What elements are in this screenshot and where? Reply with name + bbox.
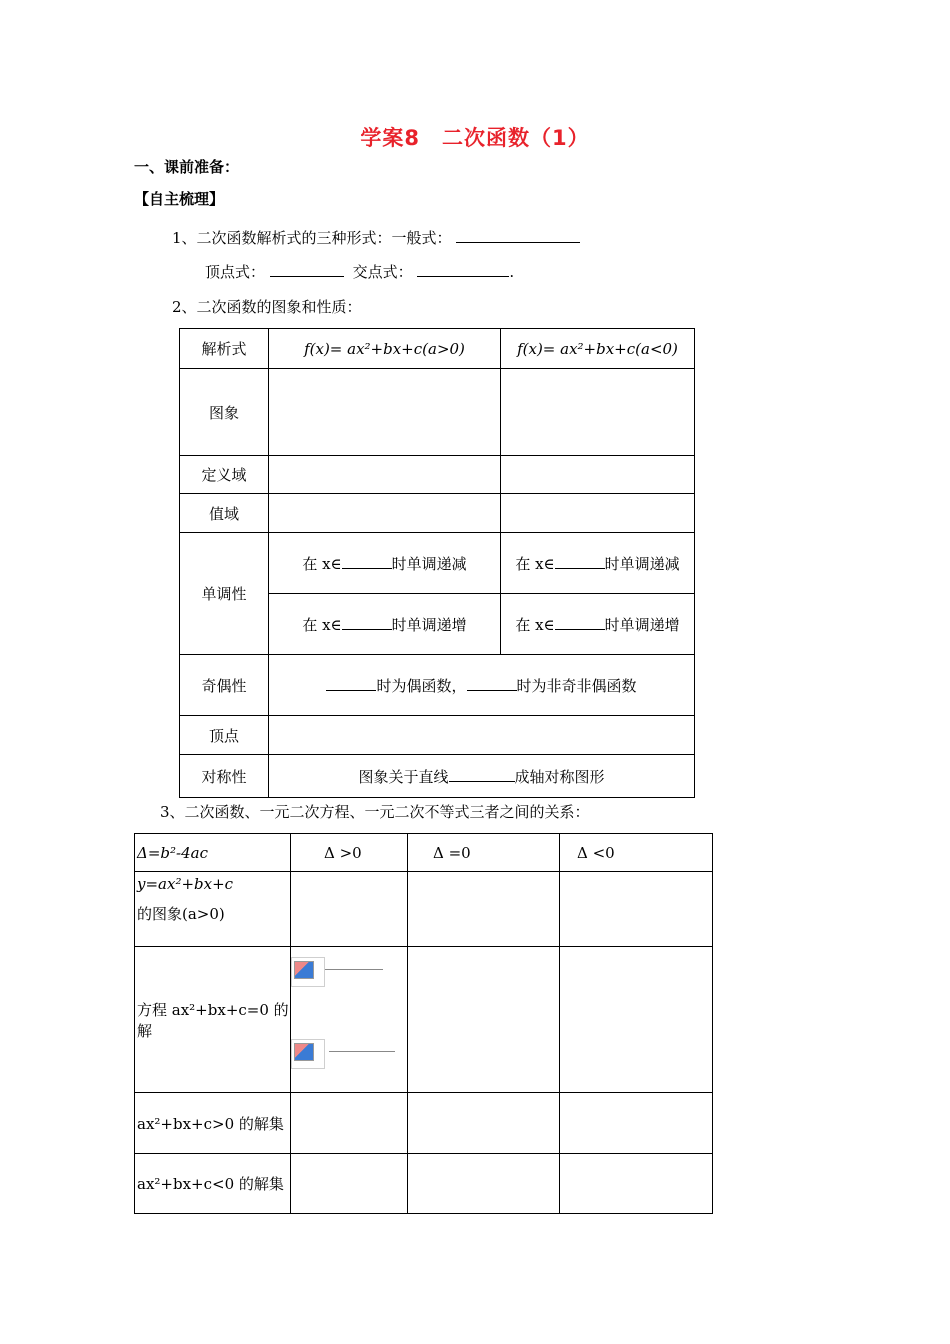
header-delta-gt: Δ >0 [291,834,408,872]
question-1-line2 [205,261,514,282]
header-a-positive [269,329,501,369]
answer-line [329,1051,395,1052]
row-label-graph2 [135,872,291,947]
cell-domain-neg[interactable] [501,456,695,494]
properties-table [179,328,695,798]
row-label-equation [135,947,291,1093]
header-delta-eq: Δ =0 [408,834,560,872]
graph-condition: 的图象(a>0) [137,905,225,923]
blank-vertex-form[interactable] [270,262,344,277]
blank-dec-interval-pos[interactable] [342,556,392,569]
ineq-lt-text: ax²+bx+c<0 的解集 [137,1175,284,1193]
cell-equation-eq[interactable] [408,947,560,1093]
question-2: 2、二次函数的图象和性质： [172,298,362,316]
mono-prefix: 在 x∈ [302,554,342,573]
equation-text: 方程 ax²+bx+c=0 的解 [137,1000,289,1040]
blank-intercept-form[interactable] [417,262,509,277]
cell-ineq-lt-2[interactable] [408,1154,560,1214]
answer-line [325,969,383,970]
row-label-symmetry: 对称性 [180,755,269,798]
cell-range-pos[interactable] [269,494,501,533]
mono-dec-text: 时单调递减 [604,554,680,573]
cell-domain-pos[interactable] [269,456,501,494]
cell-graph-gt[interactable] [291,872,408,947]
header-analytic: 解析式 [180,329,269,369]
symmetry-text-a: 图象关于直线 [358,767,449,786]
parity-neither-text: 时为非奇非偶函数 [516,676,637,695]
relations-table [134,833,713,1214]
mono-prefix: 在 x∈ [515,554,555,573]
mono-inc-text: 时单调递增 [391,615,467,634]
row-label-ineq-gt [135,1093,291,1154]
row-label-monotonic: 单调性 [180,533,269,655]
cell-ineq-gt-1[interactable] [291,1093,408,1154]
q1-period: . [509,263,515,281]
q1-intercept-label: 交点式： [352,263,413,281]
mono-prefix: 在 x∈ [515,615,555,634]
blank-general-form[interactable] [456,228,580,243]
cell-ineq-gt-2[interactable] [408,1093,560,1154]
header-a-negative [501,329,695,369]
ineq-gt-text: ax²+bx+c>0 的解集 [137,1114,284,1133]
section-heading-review: 【自主梳理】 [134,190,225,208]
cell-mono-inc-neg [501,594,695,655]
cell-equation-lt[interactable] [560,947,713,1093]
cell-graph-pos[interactable] [269,369,501,456]
blank-inc-interval-neg[interactable] [555,617,605,630]
cell-graph-lt[interactable] [560,872,713,947]
cell-equation-gt[interactable] [291,947,408,1093]
header-discriminant [135,834,291,872]
row-label-graph: 图象 [180,369,269,456]
mono-inc-text: 时单调递增 [604,615,680,634]
cell-ineq-lt-1[interactable] [291,1154,408,1214]
question-1 [172,227,580,248]
section-heading-prep: 一、课前准备： [134,158,240,176]
cell-graph-neg[interactable] [501,369,695,456]
header-delta-lt: Δ <0 [560,834,713,872]
cell-symmetry [269,755,695,798]
cell-ineq-gt-3[interactable] [560,1093,713,1154]
row-label-range: 值域 [180,494,269,533]
row-label-domain: 定义域 [180,456,269,494]
blank-dec-interval-neg[interactable] [555,556,605,569]
image-placeholder-icon [291,1039,325,1069]
image-placeholder-icon [291,957,325,987]
cell-parity [269,655,695,716]
page-title: 学案8 二次函数（1） [360,126,590,150]
parity-even-text: 时为偶函数， [376,676,467,695]
cell-mono-dec-neg [501,533,695,594]
row-label-vertex: 顶点 [180,716,269,755]
symmetry-text-b: 成轴对称图形 [514,767,605,786]
cell-mono-dec-pos [269,533,501,594]
cell-vertex[interactable] [269,716,695,755]
mono-dec-text: 时单调递减 [391,554,467,573]
row-label-ineq-lt [135,1154,291,1214]
row-label-parity: 奇偶性 [180,655,269,716]
function-formula: y=ax²+bx+c [137,875,234,893]
cell-range-neg[interactable] [501,494,695,533]
blank-axis-line[interactable] [449,769,515,782]
mono-prefix: 在 x∈ [302,615,342,634]
cell-mono-inc-pos [269,594,501,655]
cell-ineq-lt-3[interactable] [560,1154,713,1214]
blank-inc-interval-pos[interactable] [342,617,392,630]
formula-a-pos: f(x)= ax²+bx+c(a>0) [304,339,465,358]
discriminant-formula: Δ=b²-4ac [137,843,208,862]
blank-even-condition[interactable] [326,678,376,691]
question-3: 3、二次函数、一元二次方程、一元二次不等式三者之间的关系： [160,803,590,821]
q1-vertex-label: 顶点式： [205,263,266,281]
cell-graph-eq[interactable] [408,872,560,947]
blank-neither-condition[interactable] [467,678,517,691]
formula-a-neg: f(x)= ax²+bx+c(a<0) [517,339,678,358]
q1-label: 1、二次函数解析式的三种形式：一般式： [172,229,452,247]
